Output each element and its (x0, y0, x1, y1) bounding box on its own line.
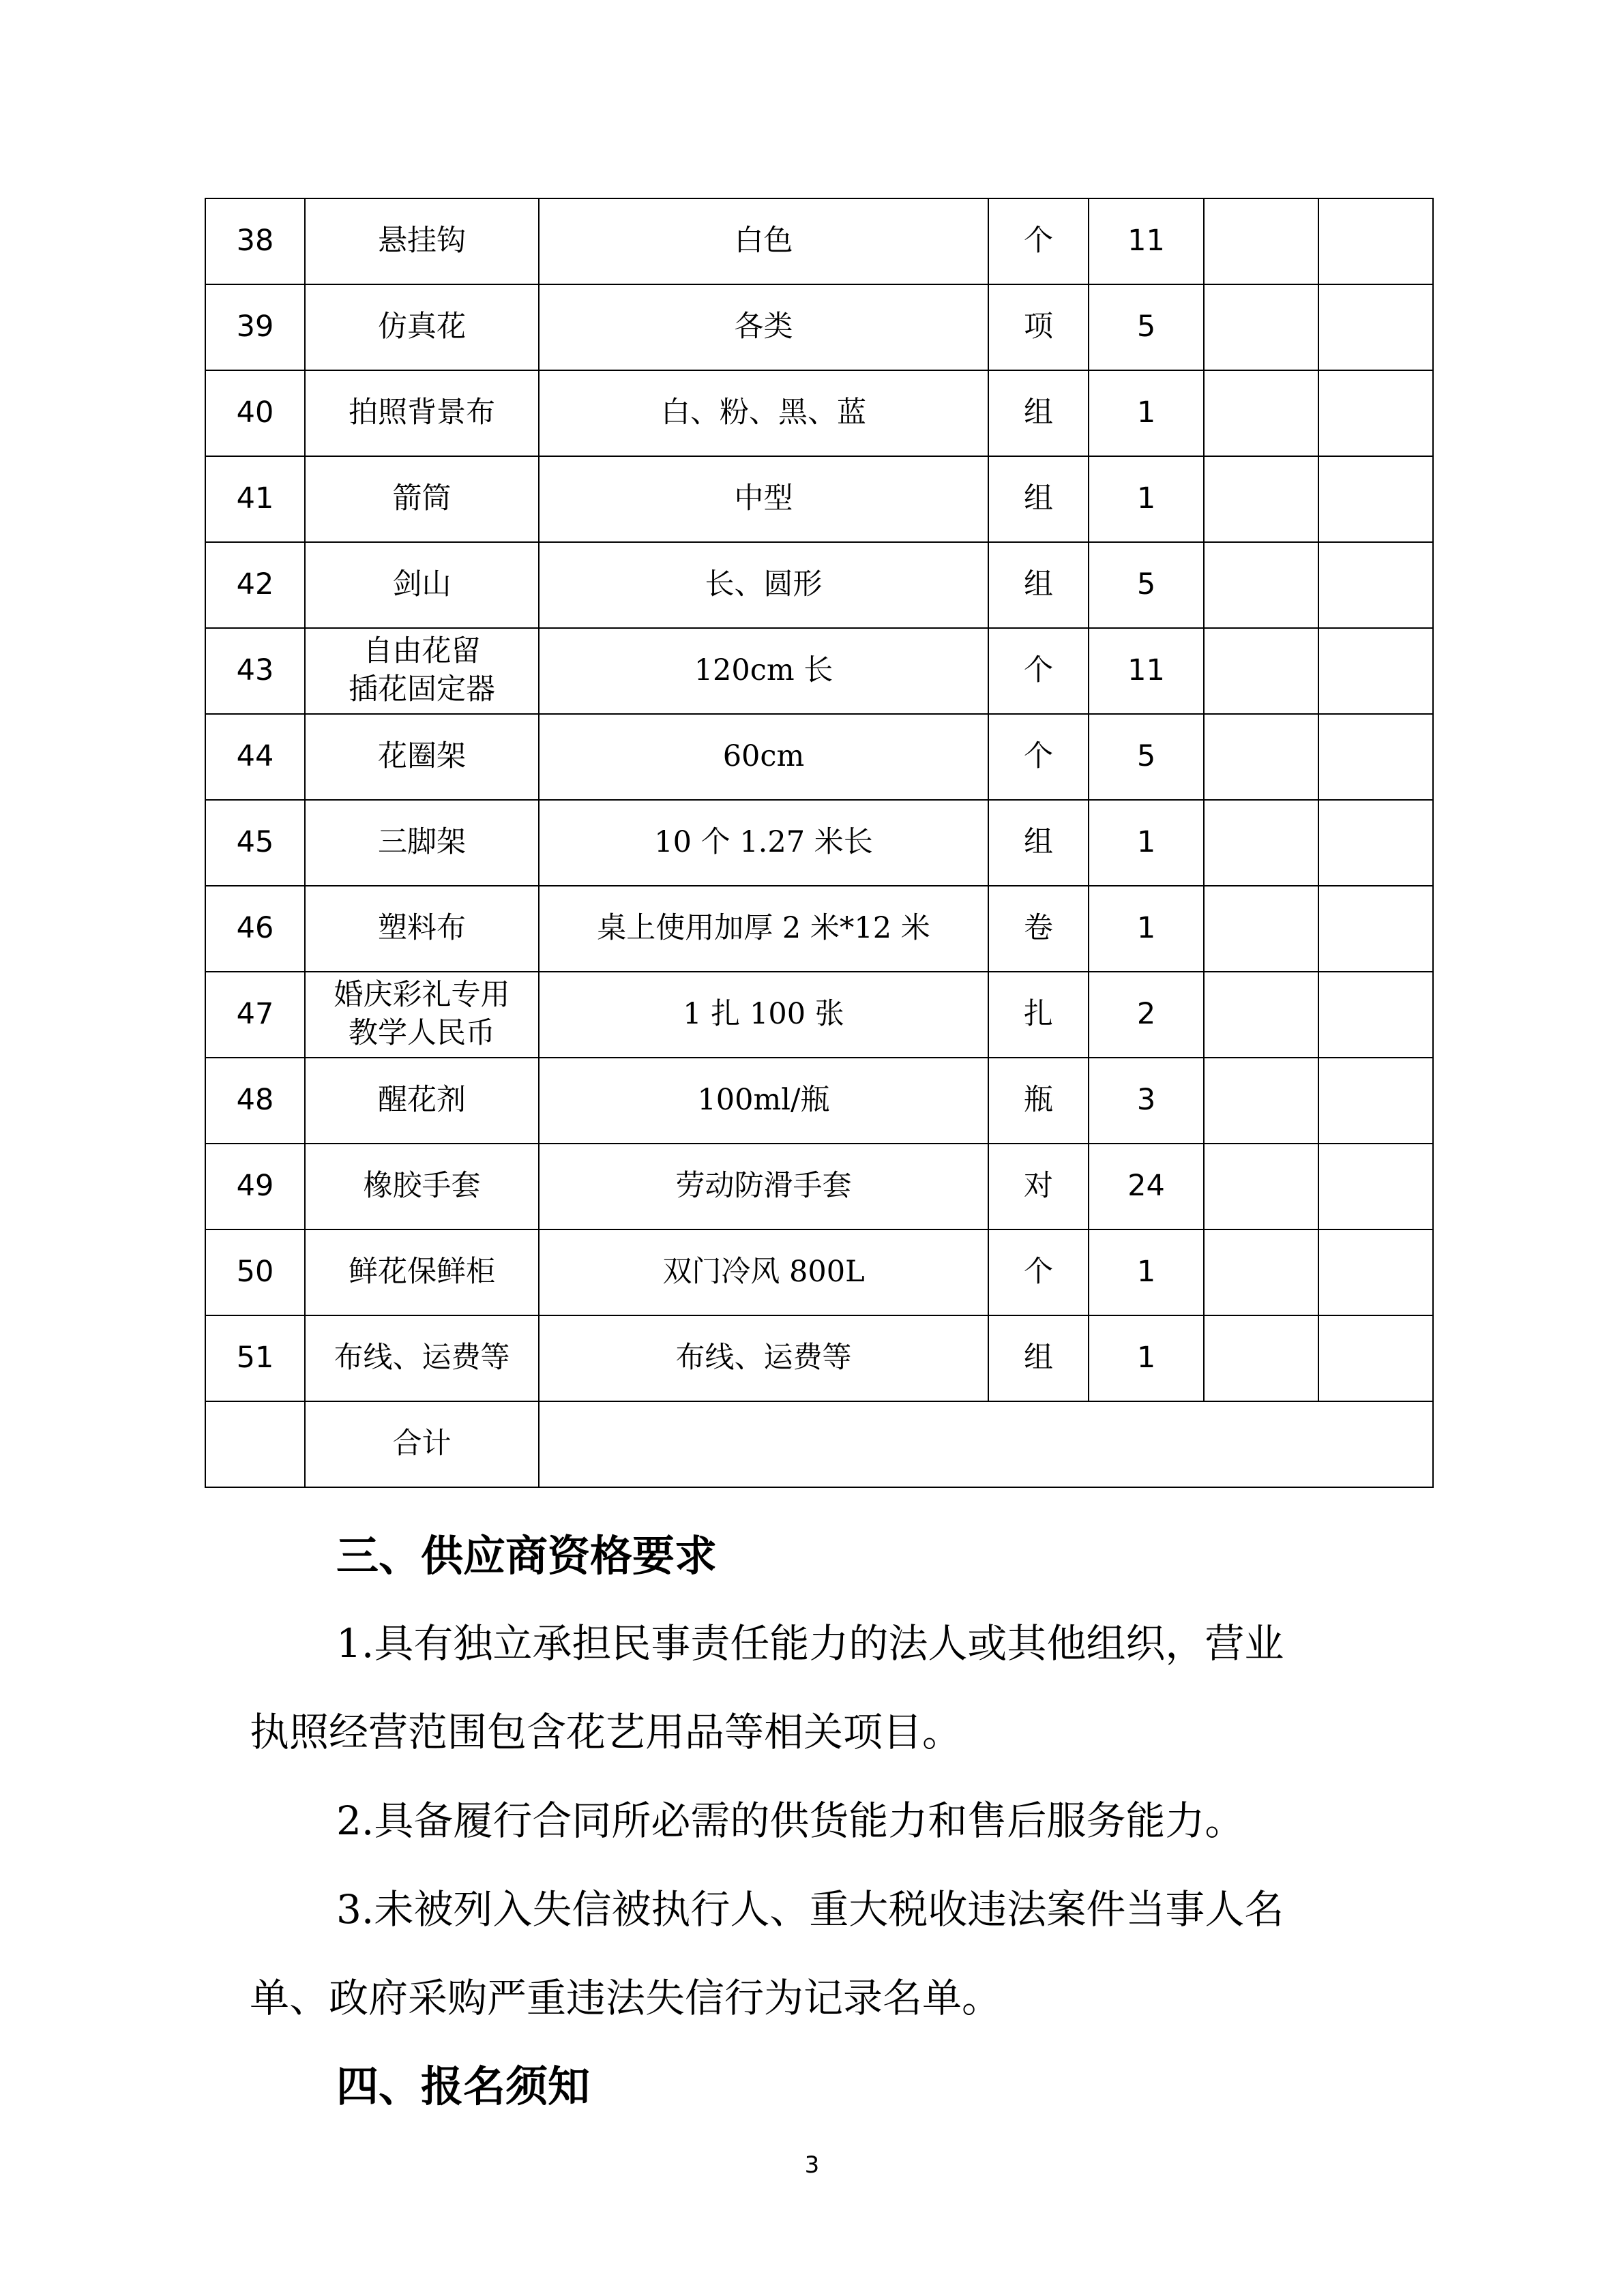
table-row (205, 972, 1433, 1058)
empty-cell (1318, 456, 1433, 542)
item-number: 44 (205, 714, 305, 800)
item-name (305, 628, 539, 714)
empty-cell (1318, 628, 1433, 714)
item-qty: 1 (1089, 886, 1204, 972)
item-unit: 个 (988, 198, 1089, 284)
empty-cell (1318, 198, 1433, 284)
item-name: 布线、运费等 (305, 1315, 539, 1401)
empty-cell (1318, 714, 1433, 800)
table-row (205, 542, 1433, 628)
table-row (205, 370, 1433, 456)
item-name: 塑料布 (305, 886, 539, 972)
items-table (205, 198, 1434, 1488)
item-unit: 组 (988, 1315, 1089, 1401)
item-unit: 组 (988, 542, 1089, 628)
item-number: 49 (205, 1144, 305, 1229)
total-row (205, 1401, 1433, 1487)
item-spec: 双门冷风 800L (539, 1229, 988, 1315)
item-spec: 60cm (539, 714, 988, 800)
table-row (205, 198, 1433, 284)
item-qty: 2 (1089, 972, 1204, 1058)
item-unit: 组 (988, 370, 1089, 456)
item-number: 39 (205, 284, 305, 370)
empty-cell (1204, 1229, 1318, 1315)
empty-cell (1204, 1144, 1318, 1229)
item-spec: 长、圆形 (539, 542, 988, 628)
item-number: 48 (205, 1058, 305, 1144)
item-unit: 项 (988, 284, 1089, 370)
empty-cell (1318, 1144, 1433, 1229)
item-number: 50 (205, 1229, 305, 1315)
item-unit: 个 (988, 1229, 1089, 1315)
item-number: 41 (205, 456, 305, 542)
item-qty: 11 (1089, 628, 1204, 714)
item-name: 花圈架 (305, 714, 539, 800)
item-unit: 扎 (988, 972, 1089, 1058)
item-number: 47 (205, 972, 305, 1058)
item-qty: 1 (1089, 370, 1204, 456)
item-spec: 100ml/瓶 (539, 1058, 988, 1144)
empty-cell (1318, 370, 1433, 456)
item-qty: 1 (1089, 1229, 1204, 1315)
item-number: 45 (205, 800, 305, 886)
item-unit: 瓶 (988, 1058, 1089, 1144)
item-unit: 组 (988, 800, 1089, 886)
item-qty: 11 (1089, 198, 1204, 284)
empty-cell (1204, 456, 1318, 542)
item-spec: 桌上使用加厚 2 米*12 米 (539, 886, 988, 972)
total-label: 合计 (305, 1401, 539, 1487)
item-number: 43 (205, 628, 305, 714)
item-unit: 对 (988, 1144, 1089, 1229)
item-number: 38 (205, 198, 305, 284)
empty-cell (1204, 886, 1318, 972)
item-number: 40 (205, 370, 305, 456)
empty-cell (1204, 1315, 1318, 1401)
item-spec: 白色 (539, 198, 988, 284)
empty-cell (1204, 972, 1318, 1058)
empty-cell (1318, 542, 1433, 628)
empty-cell (1318, 1315, 1433, 1401)
paragraph-line: 1.具有独立承担民事责任能力的法人或其他组织，营业 (336, 1620, 1284, 1667)
item-name: 三脚架 (305, 800, 539, 886)
item-qty: 5 (1089, 714, 1204, 800)
page-number: 3 (804, 2151, 820, 2179)
item-spec: 劳动防滑手套 (539, 1144, 988, 1229)
empty-cell (1204, 370, 1318, 456)
item-name: 醒花剂 (305, 1058, 539, 1144)
item-number: 46 (205, 886, 305, 972)
item-qty: 1 (1089, 1315, 1204, 1401)
item-name: 拍照背景布 (305, 370, 539, 456)
item-name: 悬挂钩 (305, 198, 539, 284)
item-unit: 组 (988, 456, 1089, 542)
empty-cell (1204, 542, 1318, 628)
item-spec: 120cm 长 (539, 628, 988, 714)
table-row (205, 886, 1433, 972)
item-qty: 5 (1089, 284, 1204, 370)
item-name: 箭筒 (305, 456, 539, 542)
item-number: 51 (205, 1315, 305, 1401)
table-row (205, 628, 1433, 714)
paragraph-line: 单、政府采购严重违法失信行为记录名单。 (250, 1975, 1002, 2021)
item-spec: 中型 (539, 456, 988, 542)
paragraph-line: 3.未被列入失信被执行人、重大税收违法案件当事人名 (336, 1886, 1284, 1933)
empty-cell (1318, 284, 1433, 370)
item-name-line: 婚庆彩礼专用 (334, 978, 510, 1013)
item-name: 仿真花 (305, 284, 539, 370)
empty-cell (1318, 1229, 1433, 1315)
table-row (205, 1058, 1433, 1144)
empty-cell (1318, 800, 1433, 886)
section-3-heading: 三、供应商资格要求 (336, 1531, 718, 1581)
empty-cell (1204, 628, 1318, 714)
item-name: 橡胶手套 (305, 1144, 539, 1229)
item-name-line: 教学人民币 (349, 1016, 495, 1050)
paragraph-line: 执照经营范围包含花艺用品等相关项目。 (250, 1709, 962, 1755)
table-row (205, 1229, 1433, 1315)
table-row (205, 714, 1433, 800)
item-spec: 10 个 1.27 米长 (539, 800, 988, 886)
total-value-cell (539, 1401, 1433, 1487)
paragraph-line: 2.具备履行合同所必需的供货能力和售后服务能力。 (336, 1798, 1245, 1844)
table-row (205, 456, 1433, 542)
item-spec: 各类 (539, 284, 988, 370)
item-qty: 3 (1089, 1058, 1204, 1144)
empty-cell (1318, 972, 1433, 1058)
empty-cell (1204, 1058, 1318, 1144)
item-unit: 个 (988, 714, 1089, 800)
item-name (305, 972, 539, 1058)
empty-cell (205, 1401, 305, 1487)
item-name: 鲜花保鲜柜 (305, 1229, 539, 1315)
item-qty: 1 (1089, 800, 1204, 886)
item-unit: 个 (988, 628, 1089, 714)
empty-cell (1204, 284, 1318, 370)
table-row (205, 1315, 1433, 1401)
item-name-line: 插花固定器 (349, 672, 495, 706)
item-number: 42 (205, 542, 305, 628)
table-row (205, 284, 1433, 370)
item-qty: 1 (1089, 456, 1204, 542)
item-spec: 白、粉、黑、蓝 (539, 370, 988, 456)
section-4-heading: 四、报名须知 (336, 2061, 591, 2111)
item-qty: 5 (1089, 542, 1204, 628)
item-unit: 卷 (988, 886, 1089, 972)
item-name: 剑山 (305, 542, 539, 628)
item-name-line: 自由花留 (363, 634, 481, 669)
empty-cell (1204, 800, 1318, 886)
item-qty: 24 (1089, 1144, 1204, 1229)
empty-cell (1204, 198, 1318, 284)
item-spec: 1 扎 100 张 (539, 972, 988, 1058)
empty-cell (1318, 1058, 1433, 1144)
item-spec: 布线、运费等 (539, 1315, 988, 1401)
table-row (205, 1144, 1433, 1229)
table-row (205, 800, 1433, 886)
empty-cell (1204, 714, 1318, 800)
empty-cell (1318, 886, 1433, 972)
